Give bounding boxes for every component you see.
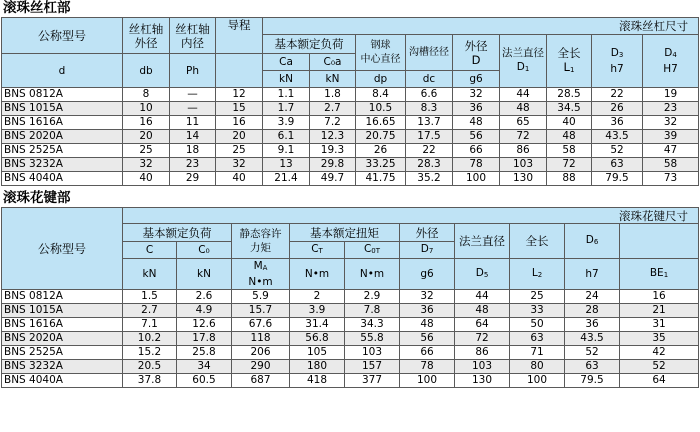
header-od-unit: g6 bbox=[453, 71, 500, 88]
s2-header-co: C₀ bbox=[177, 242, 232, 259]
value-cell: 50 bbox=[510, 318, 565, 332]
s2-header-flange: 法兰直径 bbox=[455, 224, 510, 259]
value-cell: 88 bbox=[547, 172, 592, 186]
s2-header-static-moment: 静态容许 力矩 bbox=[232, 224, 290, 259]
value-cell: 36 bbox=[453, 102, 500, 116]
value-cell: 8.3 bbox=[406, 102, 453, 116]
value-cell: 2.7 bbox=[310, 102, 356, 116]
value-cell: 20.75 bbox=[356, 130, 406, 144]
model-cell: BNS 3232A bbox=[2, 158, 123, 172]
value-cell: 34 bbox=[177, 360, 232, 374]
value-cell: 56.8 bbox=[290, 332, 345, 346]
value-cell: 1.8 bbox=[310, 88, 356, 102]
model-cell: BNS 1616A bbox=[2, 318, 123, 332]
value-cell: 18 bbox=[170, 144, 216, 158]
value-cell: 44 bbox=[455, 290, 510, 304]
value-cell: 52 bbox=[565, 346, 620, 360]
value-cell: 4.9 bbox=[177, 304, 232, 318]
value-cell: 66 bbox=[400, 346, 455, 360]
value-cell: 71 bbox=[510, 346, 565, 360]
value-cell: 60.5 bbox=[177, 374, 232, 388]
ball-spline-row bbox=[2, 346, 699, 360]
value-cell: 49.7 bbox=[310, 172, 356, 186]
value-cell: 25.8 bbox=[177, 346, 232, 360]
s2-header-be1 bbox=[620, 224, 699, 259]
value-cell: 22 bbox=[592, 88, 643, 102]
value-cell: 118 bbox=[232, 332, 290, 346]
value-cell: 10.2 bbox=[123, 332, 177, 346]
value-cell: 16 bbox=[123, 116, 170, 130]
value-cell: 86 bbox=[500, 144, 547, 158]
value-cell: 43.5 bbox=[592, 130, 643, 144]
value-cell: 418 bbox=[290, 374, 345, 388]
value-cell: 6.1 bbox=[263, 130, 310, 144]
ball-screw-row bbox=[2, 158, 699, 172]
header-d4: D4 H7 bbox=[643, 35, 699, 88]
value-cell: 3.9 bbox=[290, 304, 345, 318]
ball-screw-row bbox=[2, 102, 699, 116]
value-cell: 34.5 bbox=[547, 102, 592, 116]
value-cell: 14 bbox=[170, 130, 216, 144]
value-cell: 6.6 bbox=[406, 88, 453, 102]
value-cell: 79.5 bbox=[565, 374, 620, 388]
value-cell: 32 bbox=[123, 158, 170, 172]
s2-header-c-unit: kN bbox=[123, 259, 177, 290]
value-cell: 35.2 bbox=[406, 172, 453, 186]
value-cell: 12.3 bbox=[310, 130, 356, 144]
model-cell: BNS 0812A bbox=[2, 290, 123, 304]
header-lead: 导程 bbox=[216, 18, 263, 54]
s2-header-cot: C0T bbox=[345, 242, 400, 259]
value-cell: 36 bbox=[565, 318, 620, 332]
value-cell: 100 bbox=[453, 172, 500, 186]
value-cell: 3.9 bbox=[263, 116, 310, 130]
value-cell: 15.2 bbox=[123, 346, 177, 360]
value-cell: 103 bbox=[345, 346, 400, 360]
value-cell: 67.6 bbox=[232, 318, 290, 332]
s2-header-length: 全长 bbox=[510, 224, 565, 259]
value-cell: 28 bbox=[565, 304, 620, 318]
value-cell: — bbox=[170, 88, 216, 102]
value-cell: 8 bbox=[123, 88, 170, 102]
value-cell: 63 bbox=[592, 158, 643, 172]
value-cell: 35 bbox=[620, 332, 699, 346]
value-cell: 52 bbox=[620, 360, 699, 374]
value-cell: 39 bbox=[643, 130, 699, 144]
value-cell: 23 bbox=[643, 102, 699, 116]
model-cell: BNS 1015A bbox=[2, 304, 123, 318]
value-cell: 66 bbox=[453, 144, 500, 158]
model-cell: BNS 1616A bbox=[2, 116, 123, 130]
ball-spline-row bbox=[2, 374, 699, 388]
value-cell: 103 bbox=[455, 360, 510, 374]
model-cell: BNS 0812A bbox=[2, 88, 123, 102]
header-od: 外径 D bbox=[453, 35, 500, 71]
value-cell: 48 bbox=[500, 102, 547, 116]
header-ca-unit: kN bbox=[263, 71, 310, 88]
value-cell: 31 bbox=[620, 318, 699, 332]
value-cell: 32 bbox=[216, 158, 263, 172]
value-cell: 290 bbox=[232, 360, 290, 374]
value-cell: 25 bbox=[216, 144, 263, 158]
value-cell: 48 bbox=[400, 318, 455, 332]
value-cell: 2.9 bbox=[345, 290, 400, 304]
ball-screw-row bbox=[2, 130, 699, 144]
value-cell: 16 bbox=[620, 290, 699, 304]
value-cell: 5.9 bbox=[232, 290, 290, 304]
s2-header-cot-unit: N•m bbox=[345, 259, 400, 290]
value-cell: 130 bbox=[500, 172, 547, 186]
value-cell: 37.8 bbox=[123, 374, 177, 388]
value-cell: 31.4 bbox=[290, 318, 345, 332]
ball-screw-row bbox=[2, 144, 699, 158]
s2-header-d6-unit: h7 bbox=[565, 259, 620, 290]
value-cell: 105 bbox=[290, 346, 345, 360]
value-cell: 41.75 bbox=[356, 172, 406, 186]
value-cell: 42 bbox=[620, 346, 699, 360]
value-cell: 65 bbox=[500, 116, 547, 130]
value-cell: 2 bbox=[290, 290, 345, 304]
value-cell: 43.5 bbox=[565, 332, 620, 346]
value-cell: 78 bbox=[400, 360, 455, 374]
s2-header-od: 外径 bbox=[400, 224, 455, 242]
value-cell: 13.7 bbox=[406, 116, 453, 130]
value-cell: 29 bbox=[170, 172, 216, 186]
model-cell: BNS 2525A bbox=[2, 144, 123, 158]
value-cell: 33 bbox=[510, 304, 565, 318]
value-cell: 64 bbox=[455, 318, 510, 332]
header-shaft-id: 丝杠轴 内径 bbox=[170, 18, 216, 54]
value-cell: 56 bbox=[400, 332, 455, 346]
value-cell: 72 bbox=[547, 158, 592, 172]
s2-header-d6: D6 bbox=[565, 224, 620, 259]
value-cell: 58 bbox=[547, 144, 592, 158]
value-cell: 44 bbox=[500, 88, 547, 102]
value-cell: 64 bbox=[620, 374, 699, 388]
value-cell: 180 bbox=[290, 360, 345, 374]
s2-header-d7: D7 bbox=[400, 242, 455, 259]
value-cell: 10 bbox=[123, 102, 170, 116]
value-cell: 32 bbox=[400, 290, 455, 304]
value-cell: 2.6 bbox=[177, 290, 232, 304]
model-cell: BNS 4040A bbox=[2, 374, 123, 388]
value-cell: 32 bbox=[643, 116, 699, 130]
header-dp-sym: dp bbox=[356, 71, 406, 88]
ball-screw-row bbox=[2, 116, 699, 130]
value-cell: 1.5 bbox=[123, 290, 177, 304]
value-cell: 25 bbox=[123, 144, 170, 158]
value-cell: 20 bbox=[123, 130, 170, 144]
value-cell: 130 bbox=[455, 374, 510, 388]
value-cell: 24 bbox=[565, 290, 620, 304]
s2-header-rated-load: 基本额定负荷 bbox=[123, 224, 232, 242]
header-ph-placeholder bbox=[216, 54, 263, 88]
value-cell: 47 bbox=[643, 144, 699, 158]
value-cell: 21 bbox=[620, 304, 699, 318]
value-cell: 15 bbox=[216, 102, 263, 116]
value-cell: 103 bbox=[500, 158, 547, 172]
value-cell: 12.6 bbox=[177, 318, 232, 332]
value-cell: 25 bbox=[510, 290, 565, 304]
value-cell: 2.7 bbox=[123, 304, 177, 318]
value-cell: 40 bbox=[216, 172, 263, 186]
ball-screw-table bbox=[1, 17, 699, 186]
value-cell: 7.2 bbox=[310, 116, 356, 130]
model-cell: BNS 2525A bbox=[2, 346, 123, 360]
header-db-sym: db bbox=[123, 54, 170, 88]
value-cell: 15.7 bbox=[232, 304, 290, 318]
value-cell: 206 bbox=[232, 346, 290, 360]
value-cell: 157 bbox=[345, 360, 400, 374]
header-d3: D3 h7 bbox=[592, 35, 643, 88]
header-ph-sym: Ph bbox=[170, 54, 216, 88]
value-cell: 1.1 bbox=[263, 88, 310, 102]
ball-spline-row bbox=[2, 360, 699, 374]
value-cell: 19 bbox=[643, 88, 699, 102]
header-shaft-od: 丝杠轴 外径 bbox=[123, 18, 170, 54]
value-cell: 23 bbox=[170, 158, 216, 172]
header-ca: Ca bbox=[263, 54, 310, 71]
header-steel-ball: 钢球 中心直径 bbox=[356, 35, 406, 71]
value-cell: 16 bbox=[216, 116, 263, 130]
value-cell: 34.3 bbox=[345, 318, 400, 332]
value-cell: 58 bbox=[643, 158, 699, 172]
value-cell: — bbox=[170, 102, 216, 116]
header-model: 公称型号 bbox=[2, 18, 123, 54]
model-cell: BNS 3232A bbox=[2, 360, 123, 374]
model-cell: BNS 2020A bbox=[2, 332, 123, 346]
ball-spline-row bbox=[2, 332, 699, 346]
value-cell: 7.8 bbox=[345, 304, 400, 318]
value-cell: 22 bbox=[406, 144, 453, 158]
value-cell: 19.3 bbox=[310, 144, 356, 158]
value-cell: 36 bbox=[592, 116, 643, 130]
value-cell: 73 bbox=[643, 172, 699, 186]
model-cell: BNS 4040A bbox=[2, 172, 123, 186]
value-cell: 28.3 bbox=[406, 158, 453, 172]
s2-header-d7-unit: g6 bbox=[400, 259, 455, 290]
value-cell: 17.5 bbox=[406, 130, 453, 144]
value-cell: 48 bbox=[453, 116, 500, 130]
value-cell: 55.8 bbox=[345, 332, 400, 346]
s2-header-co-unit: kN bbox=[177, 259, 232, 290]
value-cell: 32 bbox=[453, 88, 500, 102]
model-cell: BNS 1015A bbox=[2, 102, 123, 116]
value-cell: 8.4 bbox=[356, 88, 406, 102]
ball-spline-table bbox=[1, 207, 699, 388]
s2-header-l2: L2 bbox=[510, 259, 565, 290]
value-cell: 17.8 bbox=[177, 332, 232, 346]
value-cell: 7.1 bbox=[123, 318, 177, 332]
ball-spline-row bbox=[2, 304, 699, 318]
value-cell: 48 bbox=[547, 130, 592, 144]
s2-header-ct-unit: N•m bbox=[290, 259, 345, 290]
value-cell: 11 bbox=[170, 116, 216, 130]
ball-screw-row bbox=[2, 88, 699, 102]
value-cell: 33.25 bbox=[356, 158, 406, 172]
ball-spline-row bbox=[2, 290, 699, 304]
value-cell: 377 bbox=[345, 374, 400, 388]
value-cell: 20 bbox=[216, 130, 263, 144]
value-cell: 20.5 bbox=[123, 360, 177, 374]
value-cell: 1.7 bbox=[263, 102, 310, 116]
value-cell: 26 bbox=[356, 144, 406, 158]
value-cell: 687 bbox=[232, 374, 290, 388]
header-d-sym: d bbox=[2, 54, 123, 88]
value-cell: 36 bbox=[400, 304, 455, 318]
value-cell: 40 bbox=[547, 116, 592, 130]
header-length: 全长 L1 bbox=[547, 35, 592, 88]
ball-screw-row bbox=[2, 172, 699, 186]
header-flange: 法兰直径 D1 bbox=[500, 35, 547, 88]
value-cell: 13 bbox=[263, 158, 310, 172]
value-cell: 78 bbox=[453, 158, 500, 172]
header-coa: C₀a bbox=[310, 54, 356, 71]
value-cell: 28.5 bbox=[547, 88, 592, 102]
value-cell: 72 bbox=[500, 130, 547, 144]
value-cell: 63 bbox=[510, 332, 565, 346]
section-title-ball-spline: 滚珠花键部 bbox=[3, 190, 71, 206]
value-cell: 56 bbox=[453, 130, 500, 144]
s2-header-d5: D5 bbox=[455, 259, 510, 290]
header-group-title: 滚珠丝杠尺寸 bbox=[263, 18, 699, 35]
value-cell: 48 bbox=[455, 304, 510, 318]
s2-header-ct: CT bbox=[290, 242, 345, 259]
value-cell: 63 bbox=[565, 360, 620, 374]
s2-header-c: C bbox=[123, 242, 177, 259]
ball-spline-row bbox=[2, 318, 699, 332]
s2-header-group-title: 滚珠花键尺寸 bbox=[123, 208, 699, 224]
s2-header-model: 公称型号 bbox=[2, 208, 123, 290]
value-cell: 29.8 bbox=[310, 158, 356, 172]
value-cell: 40 bbox=[123, 172, 170, 186]
header-rated-load: 基本额定负荷 bbox=[263, 35, 356, 54]
s2-header-ma: MA N•m bbox=[232, 259, 290, 290]
value-cell: 80 bbox=[510, 360, 565, 374]
value-cell: 100 bbox=[400, 374, 455, 388]
value-cell: 100 bbox=[510, 374, 565, 388]
value-cell: 9.1 bbox=[263, 144, 310, 158]
value-cell: 52 bbox=[592, 144, 643, 158]
header-groove: 沟槽径径 bbox=[406, 35, 453, 71]
value-cell: 21.4 bbox=[263, 172, 310, 186]
s2-header-rated-torque: 基本额定扭矩 bbox=[290, 224, 400, 242]
value-cell: 86 bbox=[455, 346, 510, 360]
model-cell: BNS 2020A bbox=[2, 130, 123, 144]
value-cell: 12 bbox=[216, 88, 263, 102]
s2-header-be1-sym: BE1 bbox=[620, 259, 699, 290]
header-coa-unit: kN bbox=[310, 71, 356, 88]
section-title-ball-screw: 滚珠丝杠部 bbox=[3, 0, 71, 16]
value-cell: 16.65 bbox=[356, 116, 406, 130]
value-cell: 26 bbox=[592, 102, 643, 116]
value-cell: 72 bbox=[455, 332, 510, 346]
value-cell: 79.5 bbox=[592, 172, 643, 186]
value-cell: 10.5 bbox=[356, 102, 406, 116]
header-dc-sym: dc bbox=[406, 71, 453, 88]
